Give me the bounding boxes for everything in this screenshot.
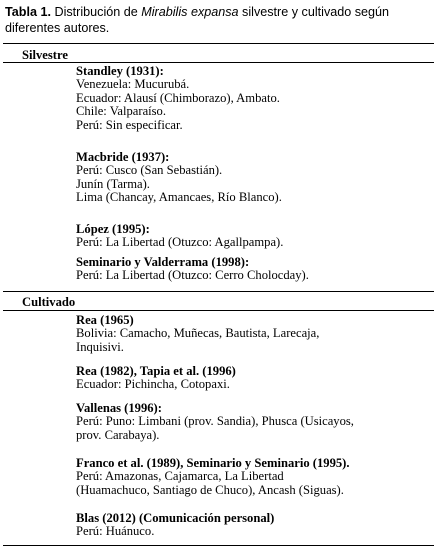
entry-line: Bolivia: Camacho, Muñecas, Bautista, Larecaja, xyxy=(76,326,320,341)
table-caption xyxy=(5,4,433,36)
bottom-rule xyxy=(3,545,434,546)
entry-line: Junín (Tarma). xyxy=(76,176,150,191)
entry-line: Inquisivi. xyxy=(76,339,124,354)
caption-species: Mirabilis expansa xyxy=(141,5,239,19)
entry-line: Perú: Puno: Limbani (prov. Sandia), Phusca (Usicayos, xyxy=(76,414,354,429)
entry-line: Chile: Valparaíso. xyxy=(76,104,167,119)
entry-head: Seminario y Valderrama (1998): xyxy=(76,255,250,269)
entry-line: Venezuela: Mucurubá. xyxy=(76,77,190,92)
entry-macbride xyxy=(76,151,431,205)
entry-line: prov. Carabaya). xyxy=(76,427,160,442)
entry-seminario-valderrama xyxy=(76,256,431,283)
entry-line: Ecuador: Pichincha, Cotopaxi. xyxy=(76,377,230,392)
top-rule xyxy=(3,43,434,44)
section-rule-silvestre xyxy=(3,62,434,63)
entry-franco-seminario xyxy=(76,457,431,497)
entry-head: Macbride (1937): xyxy=(76,150,170,164)
caption-text-before: Distribución de xyxy=(50,5,142,19)
entry-head: Standley (1931): xyxy=(76,64,164,78)
entry-vallenas xyxy=(76,402,431,442)
caption-text-after: silvestre y cultivado según diferentes autores. xyxy=(5,5,390,35)
entry-line: Perú: Huánuco. xyxy=(76,524,155,539)
entry-head: Rea (1965) xyxy=(76,313,134,327)
entry-rea-1965 xyxy=(76,314,431,354)
entry-line: (Huamachuco, Santiago de Chuco), Ancash (Siguas). xyxy=(76,482,344,497)
entry-line: Perú: Cusco (San Sebastián). xyxy=(76,163,223,178)
entry-line: Ecuador: Alausí (Chimborazo), Ambato. xyxy=(76,90,280,105)
section-rule-top-cultivado xyxy=(3,291,434,292)
entry-blas xyxy=(76,512,431,539)
entry-line: Perú: Amazonas, Cajamarca, La Libertad xyxy=(76,469,284,484)
entry-line: Perú: La Libertad (Otuzco: Cerro Cholocday). xyxy=(76,268,309,283)
entry-head: López (1995): xyxy=(76,222,150,236)
section-title-cultivado: Cultivado xyxy=(22,295,76,309)
entry-line: Perú: La Libertad (Otuzco: Agallpampa). xyxy=(76,235,284,250)
entry-line: Perú: Sin especificar. xyxy=(76,117,183,132)
entry-rea-1982-tapia xyxy=(76,365,431,392)
entry-lopez xyxy=(76,223,431,250)
entry-head: Rea (1982), Tapia et al. (1996) xyxy=(76,364,236,378)
entry-head: Vallenas (1996): xyxy=(76,401,162,415)
entry-head: Franco et al. (1989), Seminario y Seminario (1995). xyxy=(76,456,350,470)
section-title-silvestre: Silvestre xyxy=(22,48,68,62)
entry-head: Blas (2012) (Comunicación personal) xyxy=(76,511,275,525)
section-rule-cultivado xyxy=(3,310,434,311)
entry-line: Lima (Chancay, Amancaes, Río Blanco). xyxy=(76,190,282,205)
entry-standley xyxy=(76,65,431,132)
caption-label: Tabla 1. xyxy=(5,5,51,19)
